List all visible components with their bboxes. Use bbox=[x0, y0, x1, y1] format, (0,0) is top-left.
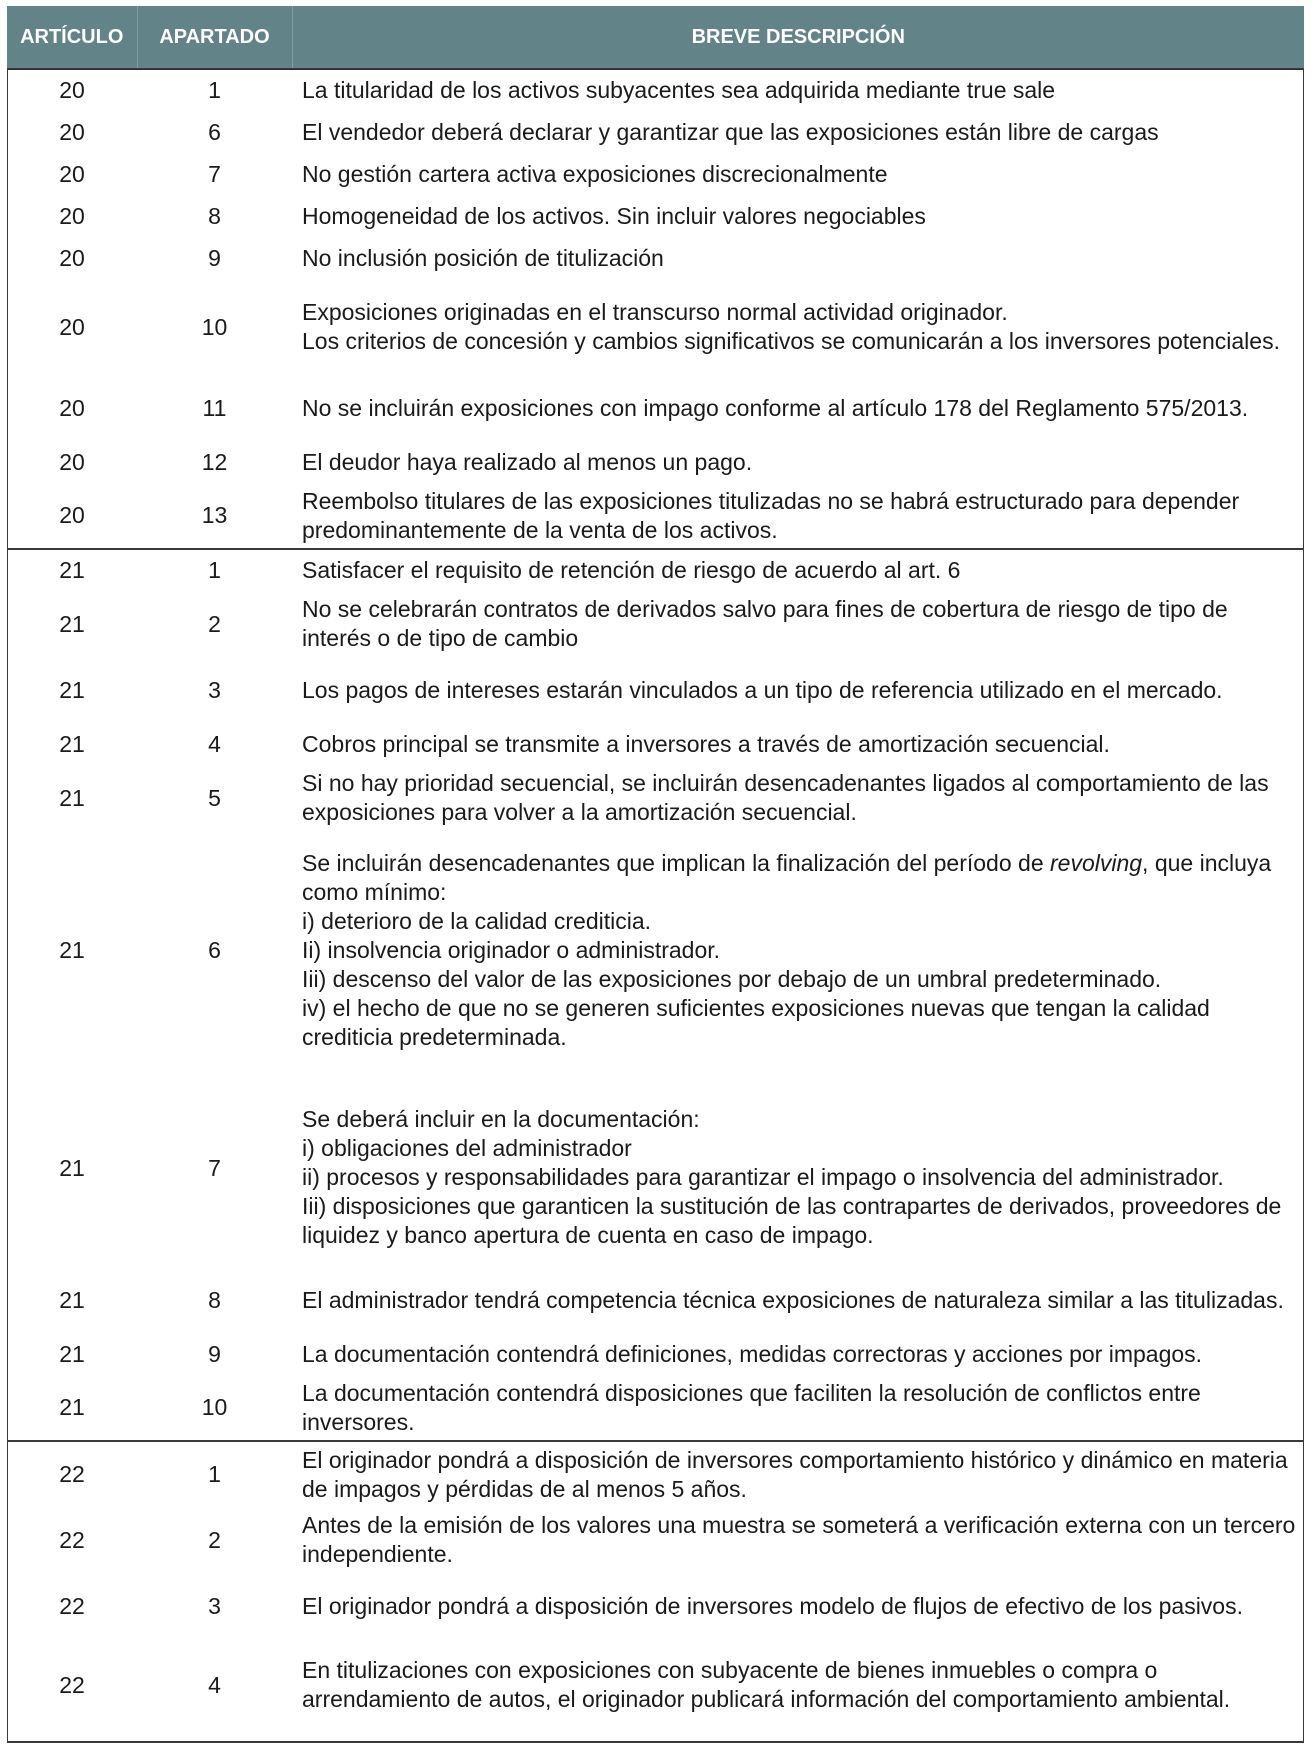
cell-articulo: 20 bbox=[59, 160, 85, 187]
cell-descripcion bbox=[292, 723, 1304, 765]
cell-apartado: 11 bbox=[202, 394, 227, 421]
header-articulo: ARTÍCULO bbox=[7, 6, 137, 69]
cell-articulo: 20 bbox=[59, 313, 85, 340]
table-row bbox=[7, 1573, 1304, 1639]
cell-apartado: 6 bbox=[208, 118, 221, 145]
description-line: El vendedor deberá declarar y garantizar que las exposiciones están libre de cargas bbox=[302, 118, 1159, 145]
cell-articulo: 21 bbox=[59, 1340, 85, 1367]
description-line: No se celebrarán contratos de derivados salvo para fines de cobertura de riesgo de tipo de interés o de tipo de cambio bbox=[302, 596, 1228, 651]
table-row bbox=[7, 1069, 1304, 1267]
cell-articulo: 20 bbox=[59, 448, 85, 475]
description-line: i) obligaciones del administrador bbox=[302, 1134, 632, 1161]
table-row bbox=[7, 279, 1304, 375]
cell-apartado: 4 bbox=[208, 1671, 221, 1698]
cell-articulo: 21 bbox=[59, 676, 85, 703]
cell-descripcion bbox=[292, 375, 1304, 441]
description-line: El originador pondrá a disposición de inversores comportamiento histórico y dinámico en materia de impagos y pérdidas de al menos 5 años. bbox=[302, 1446, 1288, 1502]
cell-articulo: 21 bbox=[59, 610, 85, 637]
cell-apartado: 3 bbox=[208, 676, 221, 703]
table-row bbox=[7, 69, 1304, 111]
description-line: La documentación contendrá definiciones, medidas correctoras y acciones por impagos. bbox=[302, 1340, 1203, 1367]
cell-descripcion bbox=[292, 153, 1304, 195]
table-row bbox=[7, 195, 1304, 237]
cell-apartado: 8 bbox=[208, 202, 221, 229]
description-line: Se deberá incluir en la documentación: bbox=[302, 1105, 700, 1132]
cell-articulo: 20 bbox=[59, 118, 85, 145]
description-line: No inclusión posición de titulización bbox=[302, 244, 664, 271]
cell-apartado: 3 bbox=[208, 1592, 221, 1619]
description-line: Los criterios de concesión y cambios significativos se comunicarán a los inversores potenciales. bbox=[302, 328, 1280, 354]
cell-apartado: 7 bbox=[208, 160, 221, 187]
cell-descripcion bbox=[292, 549, 1304, 591]
description-line: Los pagos de intereses estarán vinculados a un tipo de referencia utilizado en el mercado. bbox=[302, 676, 1223, 703]
cell-apartado: 8 bbox=[208, 1286, 221, 1313]
cell-articulo: 20 bbox=[59, 394, 85, 421]
description-line: Exposiciones originadas en el transcurso normal actividad originador. bbox=[302, 299, 1008, 325]
cell-descripcion bbox=[292, 1507, 1304, 1573]
cell-articulo: 21 bbox=[59, 1154, 85, 1181]
cell-apartado: 2 bbox=[208, 1526, 221, 1553]
description-line: Homogeneidad de los activos. Sin incluir valores negociables bbox=[302, 202, 926, 229]
table-row bbox=[7, 111, 1304, 153]
cell-articulo: 20 bbox=[59, 77, 85, 103]
table-row bbox=[7, 591, 1304, 657]
table-row bbox=[7, 441, 1304, 483]
cell-descripcion bbox=[292, 831, 1304, 1069]
cell-apartado: 6 bbox=[208, 936, 221, 963]
cell-descripcion bbox=[292, 657, 1304, 723]
cell-articulo: 20 bbox=[59, 202, 85, 229]
cell-articulo: 21 bbox=[59, 1286, 85, 1313]
description-line: Iii) descenso del valor de las exposiciones por debajo de un umbral predeterminado. bbox=[302, 965, 1162, 992]
description-line: No gestión cartera activa exposiciones discrecionalmente bbox=[302, 160, 888, 187]
table-row bbox=[7, 1441, 1304, 1507]
cell-apartado: 10 bbox=[201, 313, 228, 340]
cell-descripcion bbox=[292, 279, 1304, 375]
table-row bbox=[7, 153, 1304, 195]
description-line: iv) el hecho de que no se generen suficientes exposiciones nuevas que tengan la calidad crediticia predeterminada. bbox=[302, 994, 1210, 1050]
table-row bbox=[7, 549, 1304, 591]
cell-apartado: 1 bbox=[137, 549, 292, 591]
cell-apartado: 1 bbox=[137, 1441, 292, 1507]
cell-descripcion bbox=[292, 591, 1304, 657]
table-row bbox=[7, 1333, 1304, 1375]
description-line: Reembolso titulares de las exposiciones titulizadas no se habrá estructurado para depender predominantemente de la venta de los activos. bbox=[302, 487, 1240, 543]
table-row bbox=[7, 1375, 1304, 1441]
cell-descripcion bbox=[292, 1441, 1304, 1507]
cell-articulo: 20 bbox=[59, 244, 85, 271]
cell-articulo: 21 bbox=[59, 784, 85, 811]
cell-apartado: 7 bbox=[208, 1154, 221, 1181]
cell-articulo: 21 bbox=[7, 549, 137, 591]
description-line: Si no hay prioridad secuencial, se incluirán desencadenantes ligados al comportamiento de las exposiciones para volver a la amortización secuencial. bbox=[302, 770, 1269, 825]
cell-descripcion bbox=[292, 1375, 1304, 1441]
italic-term: revolving bbox=[1050, 849, 1143, 876]
cell-descripcion bbox=[292, 483, 1304, 549]
cell-apartado: 2 bbox=[208, 610, 221, 637]
table-row bbox=[7, 831, 1304, 1069]
cell-articulo: 22 bbox=[7, 1441, 137, 1507]
cell-descripcion bbox=[292, 1573, 1304, 1639]
cell-apartado: 12 bbox=[201, 448, 228, 475]
cell-apartado: 4 bbox=[208, 730, 221, 757]
cell-descripcion bbox=[292, 237, 1304, 279]
cell-descripcion bbox=[292, 69, 1304, 111]
table-row bbox=[7, 657, 1304, 723]
cell-apartado: 5 bbox=[208, 784, 221, 811]
description-line: ii) procesos y responsabilidades para garantizar el impago o insolvencia del administrador. bbox=[302, 1163, 1224, 1190]
cell-apartado: 13 bbox=[201, 502, 228, 528]
cell-articulo: 20 bbox=[59, 502, 85, 528]
description-line: i) deterioro de la calidad crediticia. bbox=[302, 907, 652, 934]
description-line: Ii) insolvencia originador o administrador. bbox=[302, 936, 721, 963]
table-row bbox=[7, 1639, 1304, 1731]
cell-articulo: 22 bbox=[59, 1526, 85, 1553]
description-line: Satisfacer el requisito de retención de riesgo de acuerdo al art. 6 bbox=[302, 557, 961, 583]
description-line: Iii) disposiciones que garanticen la sustitución de las contrapartes de derivados, proveedores de liquidez y banco apertura de cuenta en caso de impago. bbox=[302, 1192, 1282, 1248]
table-body bbox=[7, 69, 1304, 1731]
table-row bbox=[7, 723, 1304, 765]
table-row bbox=[7, 237, 1304, 279]
description-line: La titularidad de los activos subyacentes sea adquirida mediante true sale bbox=[302, 77, 1056, 103]
cell-descripcion bbox=[292, 1267, 1304, 1333]
cell-descripcion bbox=[292, 765, 1304, 831]
table-row bbox=[7, 1267, 1304, 1333]
cell-descripcion bbox=[292, 441, 1304, 483]
description-line: El deudor haya realizado al menos un pago. bbox=[302, 448, 753, 475]
cell-apartado: 9 bbox=[208, 1340, 221, 1367]
description-line: El administrador tendrá competencia técnica exposiciones de naturaleza similar a las titulizadas. bbox=[302, 1286, 1284, 1313]
cell-articulo: 22 bbox=[59, 1592, 85, 1619]
requirements-table bbox=[7, 6, 1304, 1731]
cell-apartado: 9 bbox=[208, 244, 221, 271]
cell-articulo: 21 bbox=[59, 730, 85, 757]
cell-descripcion bbox=[292, 195, 1304, 237]
description-line: La documentación contendrá disposiciones que faciliten la resolución de conflictos entre inversores. bbox=[302, 1379, 1201, 1435]
table-row bbox=[7, 765, 1304, 831]
header-apartado: APARTADO bbox=[137, 6, 292, 69]
description-line: Antes de la emisión de los valores una muestra se someterá a verificación externa con un tercero independiente. bbox=[302, 1512, 1296, 1567]
cell-descripcion bbox=[292, 1069, 1304, 1267]
cell-apartado: 1 bbox=[208, 77, 221, 103]
cell-articulo: 21 bbox=[59, 1394, 85, 1420]
cell-articulo: 21 bbox=[59, 936, 85, 963]
cell-articulo: 22 bbox=[59, 1671, 85, 1698]
cell-descripcion bbox=[292, 111, 1304, 153]
table-row bbox=[7, 375, 1304, 441]
description-line: Cobros principal se transmite a inversores a través de amortización secuencial. bbox=[302, 730, 1110, 757]
description-line: No se incluirán exposiciones con impago conforme al artículo 178 del Reglamento 575/2013. bbox=[302, 394, 1249, 421]
table-header bbox=[7, 6, 1304, 69]
table-row bbox=[7, 483, 1304, 549]
description-line: En titulizaciones con exposiciones con subyacente de bienes inmuebles o compra o arrendamiento de autos, el originador publicará información del comportamiento ambiental. bbox=[302, 1657, 1231, 1712]
table-row bbox=[7, 1507, 1304, 1573]
cell-descripcion bbox=[292, 1639, 1304, 1731]
cell-apartado: 10 bbox=[201, 1394, 228, 1420]
header-descripcion: BREVE DESCRIPCIÓN bbox=[292, 6, 1304, 69]
description-intro: Se incluirán desencadenantes que implican la finalización del período de revolving, que incluya como mínimo: bbox=[302, 849, 1272, 905]
description-line: El originador pondrá a disposición de inversores modelo de flujos de efectivo de los pasivos. bbox=[302, 1592, 1243, 1619]
cell-descripcion bbox=[292, 1333, 1304, 1375]
